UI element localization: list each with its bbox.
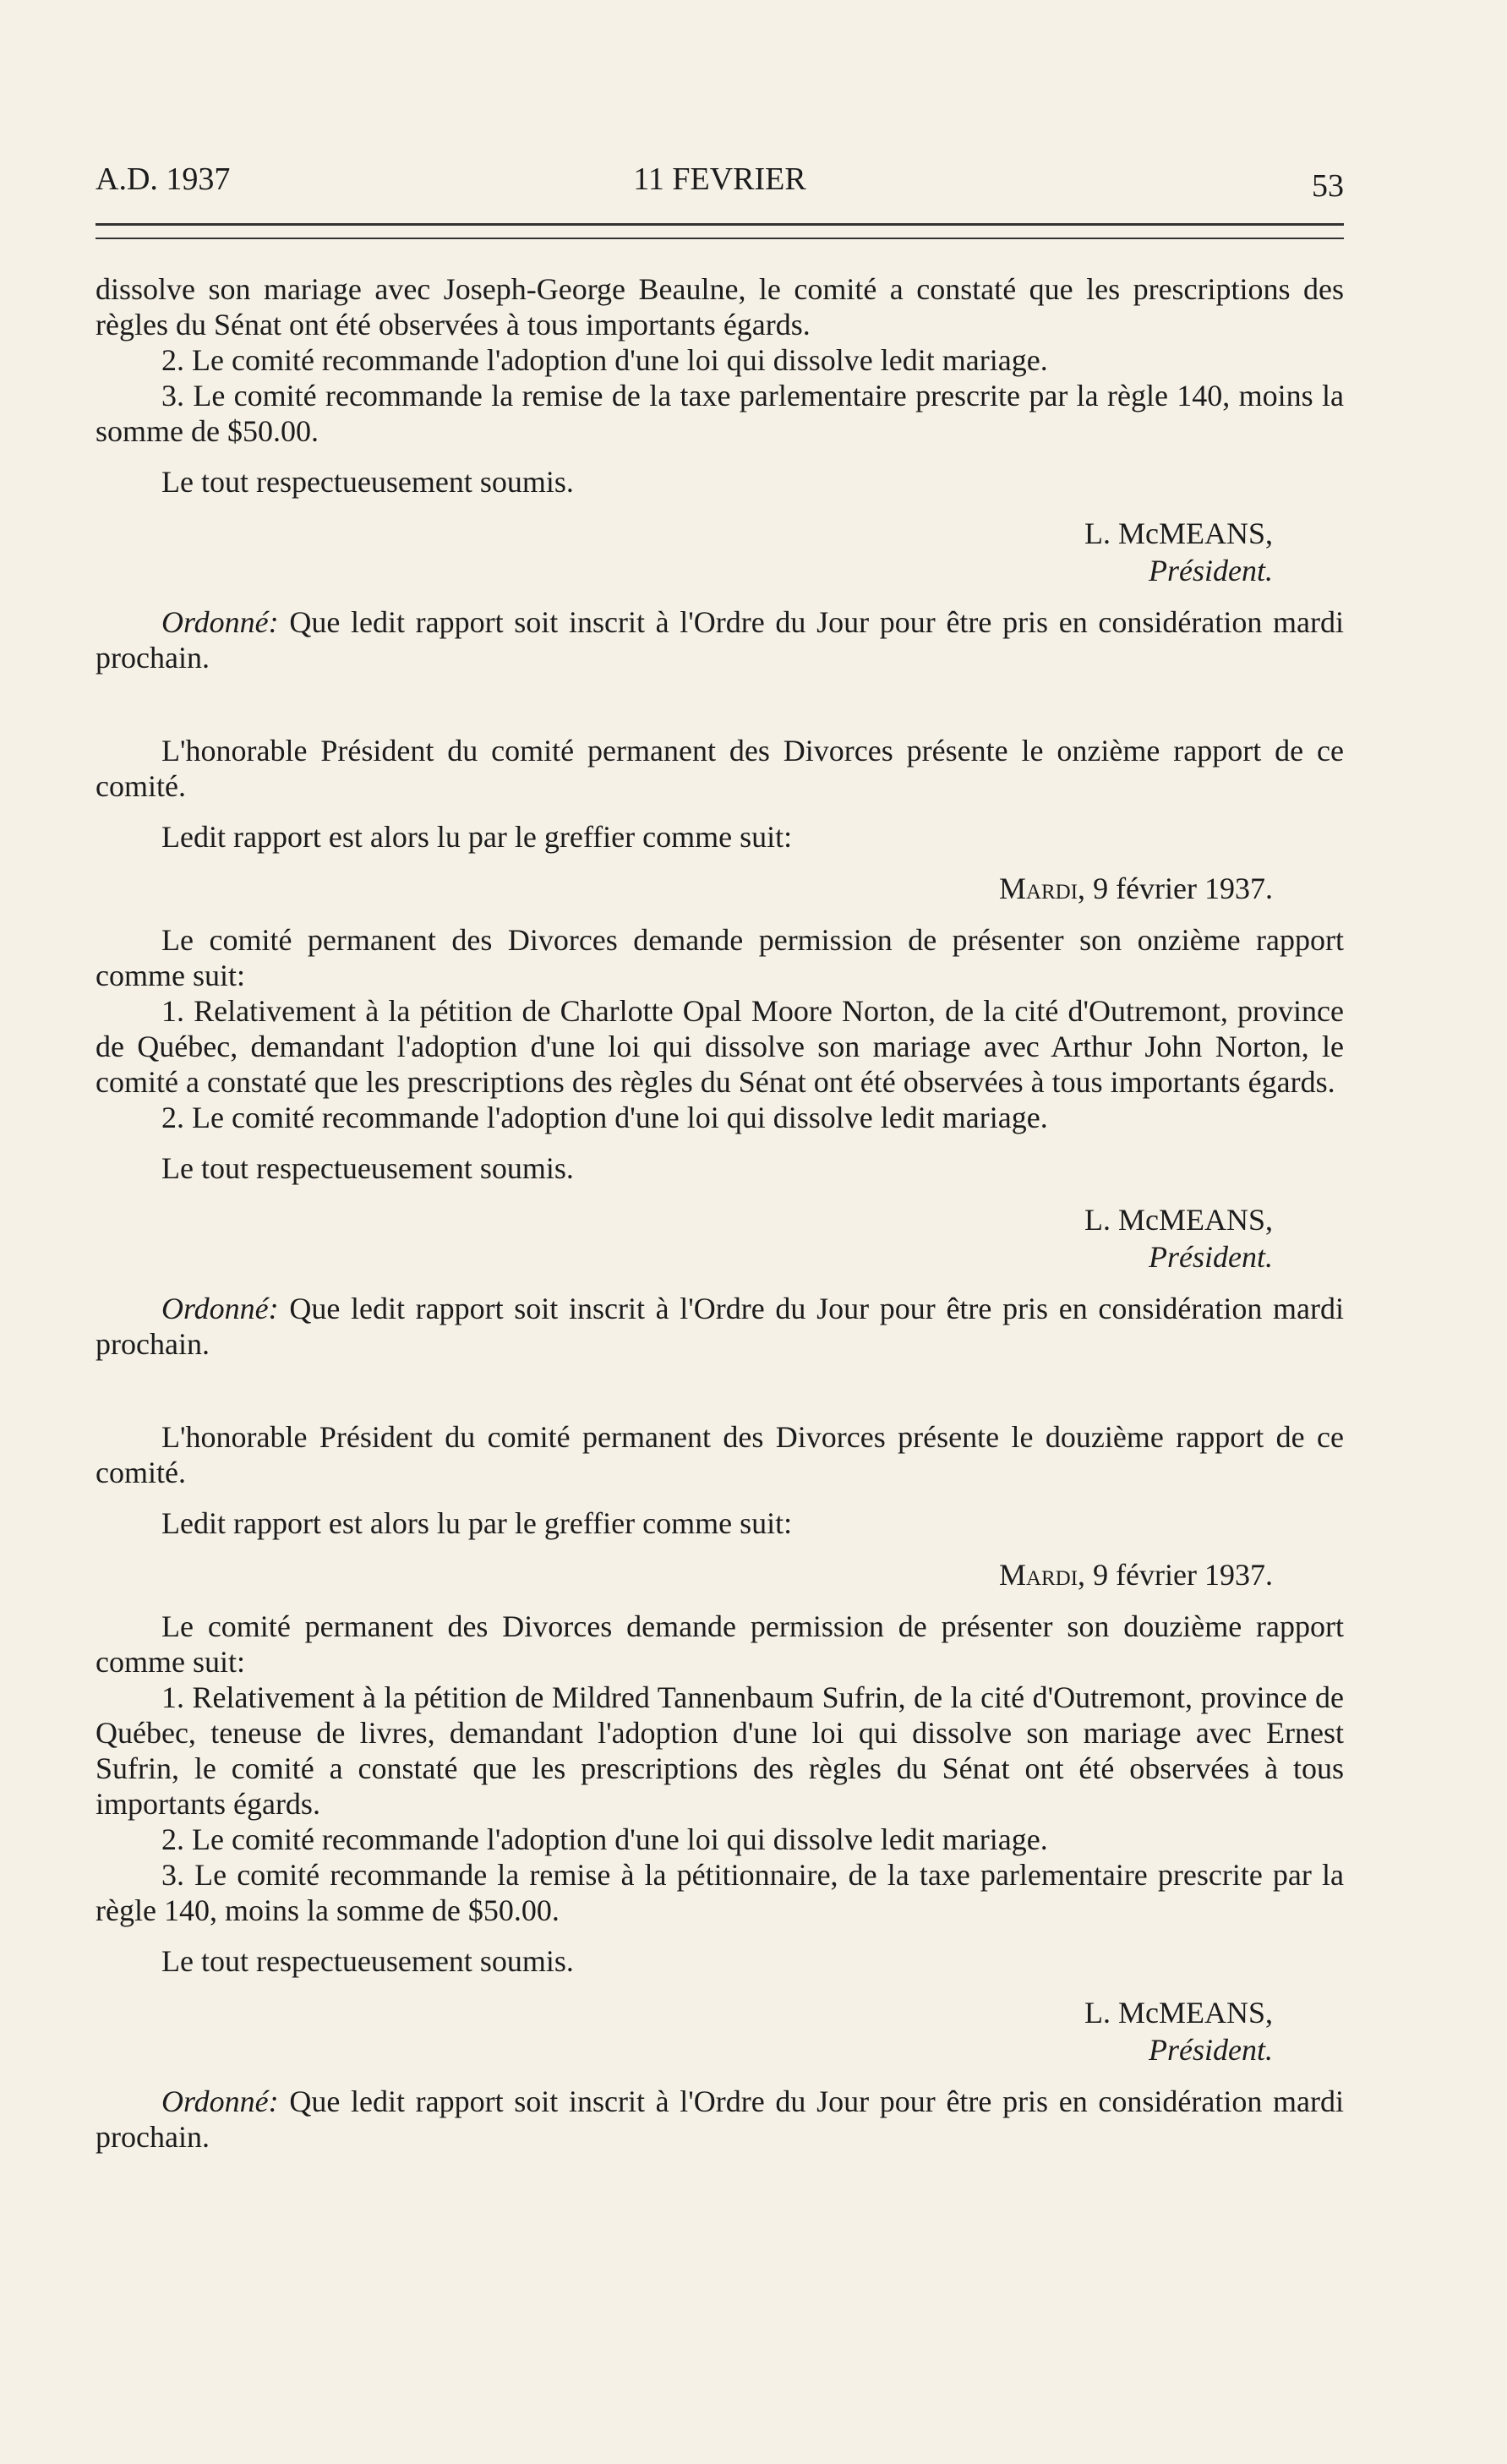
header-year: A.D. 1937 — [96, 161, 231, 197]
request-paragraph: Le comité permanent des Divorces demande permission de présenter son douzième rapport comme suit: — [96, 1609, 1344, 1679]
paragraph: 3. Le comité recommande la remise à la pétitionnaire, de la taxe parlementaire prescrite par la règle 140, moins la somme de $50.00. — [96, 1858, 1344, 1927]
read-line: Ledit rapport est alors lu par le greffier comme suit: — [161, 1506, 793, 1540]
signer-title: Président. — [1149, 2033, 1273, 2067]
document-page — [96, 161, 1344, 2155]
report-date — [96, 1556, 1344, 1593]
read-line: Ledit rapport est alors lu par le greffier comme suit: — [161, 820, 793, 854]
signer-name: L. McMEANS, — [1084, 1996, 1273, 2030]
signer-name: L. McMEANS, — [1084, 516, 1273, 550]
running-header — [96, 161, 1344, 211]
request-paragraph: Le comité permanent des Divorces demande permission de présenter son onzième rapport comme suit: — [96, 923, 1344, 992]
paragraph: 2. Le comité recommande l'adoption d'une loi qui dissolve ledit mariage. — [161, 1822, 1048, 1856]
submission-line: Le tout respectueusement soumis. — [161, 1151, 574, 1185]
intro-paragraph: L'honorable Président du comité permanent des Divorces présente le douzième rapport de ce comité. — [96, 1420, 1344, 1489]
report-eleventh — [96, 733, 1344, 1362]
page-number: 53 — [1312, 168, 1344, 204]
order-text: Que ledit rapport soit inscrit à l'Ordre du Jour pour être pris en considération mardi prochain. — [96, 2084, 1344, 2154]
order-label: Ordonné: — [161, 605, 279, 639]
date-rest: 9 février 1937. — [1085, 1558, 1273, 1592]
paragraph: 1. Relativement à la pétition de Charlotte Opal Moore Norton, de la cité d'Outremont, province de Québec, demandant l'adoption d'une loi qui dissolve son mariage avec Arthur John Norton, le comité a constaté que les prescriptions des règles du Sénat ont été observées à tous importants égards. — [96, 994, 1344, 1099]
submission-line: Le tout respectueusement soumis. — [161, 465, 574, 499]
date-rest: 9 février 1937. — [1085, 871, 1273, 905]
date-day: Mardi, — [998, 871, 1086, 905]
signature — [96, 1201, 1344, 1276]
signer-name: L. McMEANS, — [1084, 1203, 1273, 1237]
header-date: 11 FEVRIER — [633, 161, 806, 197]
header-double-rule — [96, 223, 1344, 239]
paragraph: 3. Le comité recommande la remise de la taxe parlementaire prescrite par la règle 140, moins la somme de $50.00. — [96, 379, 1344, 448]
signature — [96, 515, 1344, 589]
report-date — [96, 870, 1344, 907]
order-paragraph — [96, 604, 1344, 675]
order-text: Que ledit rapport soit inscrit à l'Ordre du Jour pour être pris en considération mardi prochain. — [96, 605, 1344, 675]
paragraph: 2. Le comité recommande l'adoption d'une loi qui dissolve ledit mariage. — [161, 1101, 1048, 1134]
paragraph: 2. Le comité recommande l'adoption d'une loi qui dissolve ledit mariage. — [161, 343, 1048, 377]
paragraph: dissolve son mariage avec Joseph-George Beaulne, le comité a constaté que les prescriptions des règles du Sénat ont été observées à tous importants égards. — [96, 272, 1344, 341]
signer-title: Président. — [1149, 1240, 1273, 1274]
order-paragraph — [96, 1291, 1344, 1362]
intro-paragraph: L'honorable Président du comité permanent des Divorces présente le onzième rapport de ce comité. — [96, 734, 1344, 803]
order-label: Ordonné: — [161, 2084, 279, 2118]
order-text: Que ledit rapport soit inscrit à l'Ordre du Jour pour être pris en considération mardi prochain. — [96, 1292, 1344, 1361]
signature — [96, 1994, 1344, 2068]
paragraph: 1. Relativement à la pétition de Mildred Tannenbaum Sufrin, de la cité d'Outremont, province de Québec, teneuse de livres, demandant l'adoption d'une loi qui dissolve son mariage avec Ernest Sufrin, le comité a constaté que les prescriptions des règles du Sénat ont été observées à tous importants égards. — [96, 1680, 1344, 1821]
report-twelfth — [96, 1419, 1344, 2155]
submission-line: Le tout respectueusement soumis. — [161, 1944, 574, 1978]
date-day: Mardi, — [998, 1558, 1086, 1592]
signer-title: Président. — [1149, 554, 1273, 587]
report-tenth-continuation — [96, 271, 1344, 675]
order-paragraph — [96, 2084, 1344, 2155]
order-label: Ordonné: — [161, 1292, 279, 1325]
